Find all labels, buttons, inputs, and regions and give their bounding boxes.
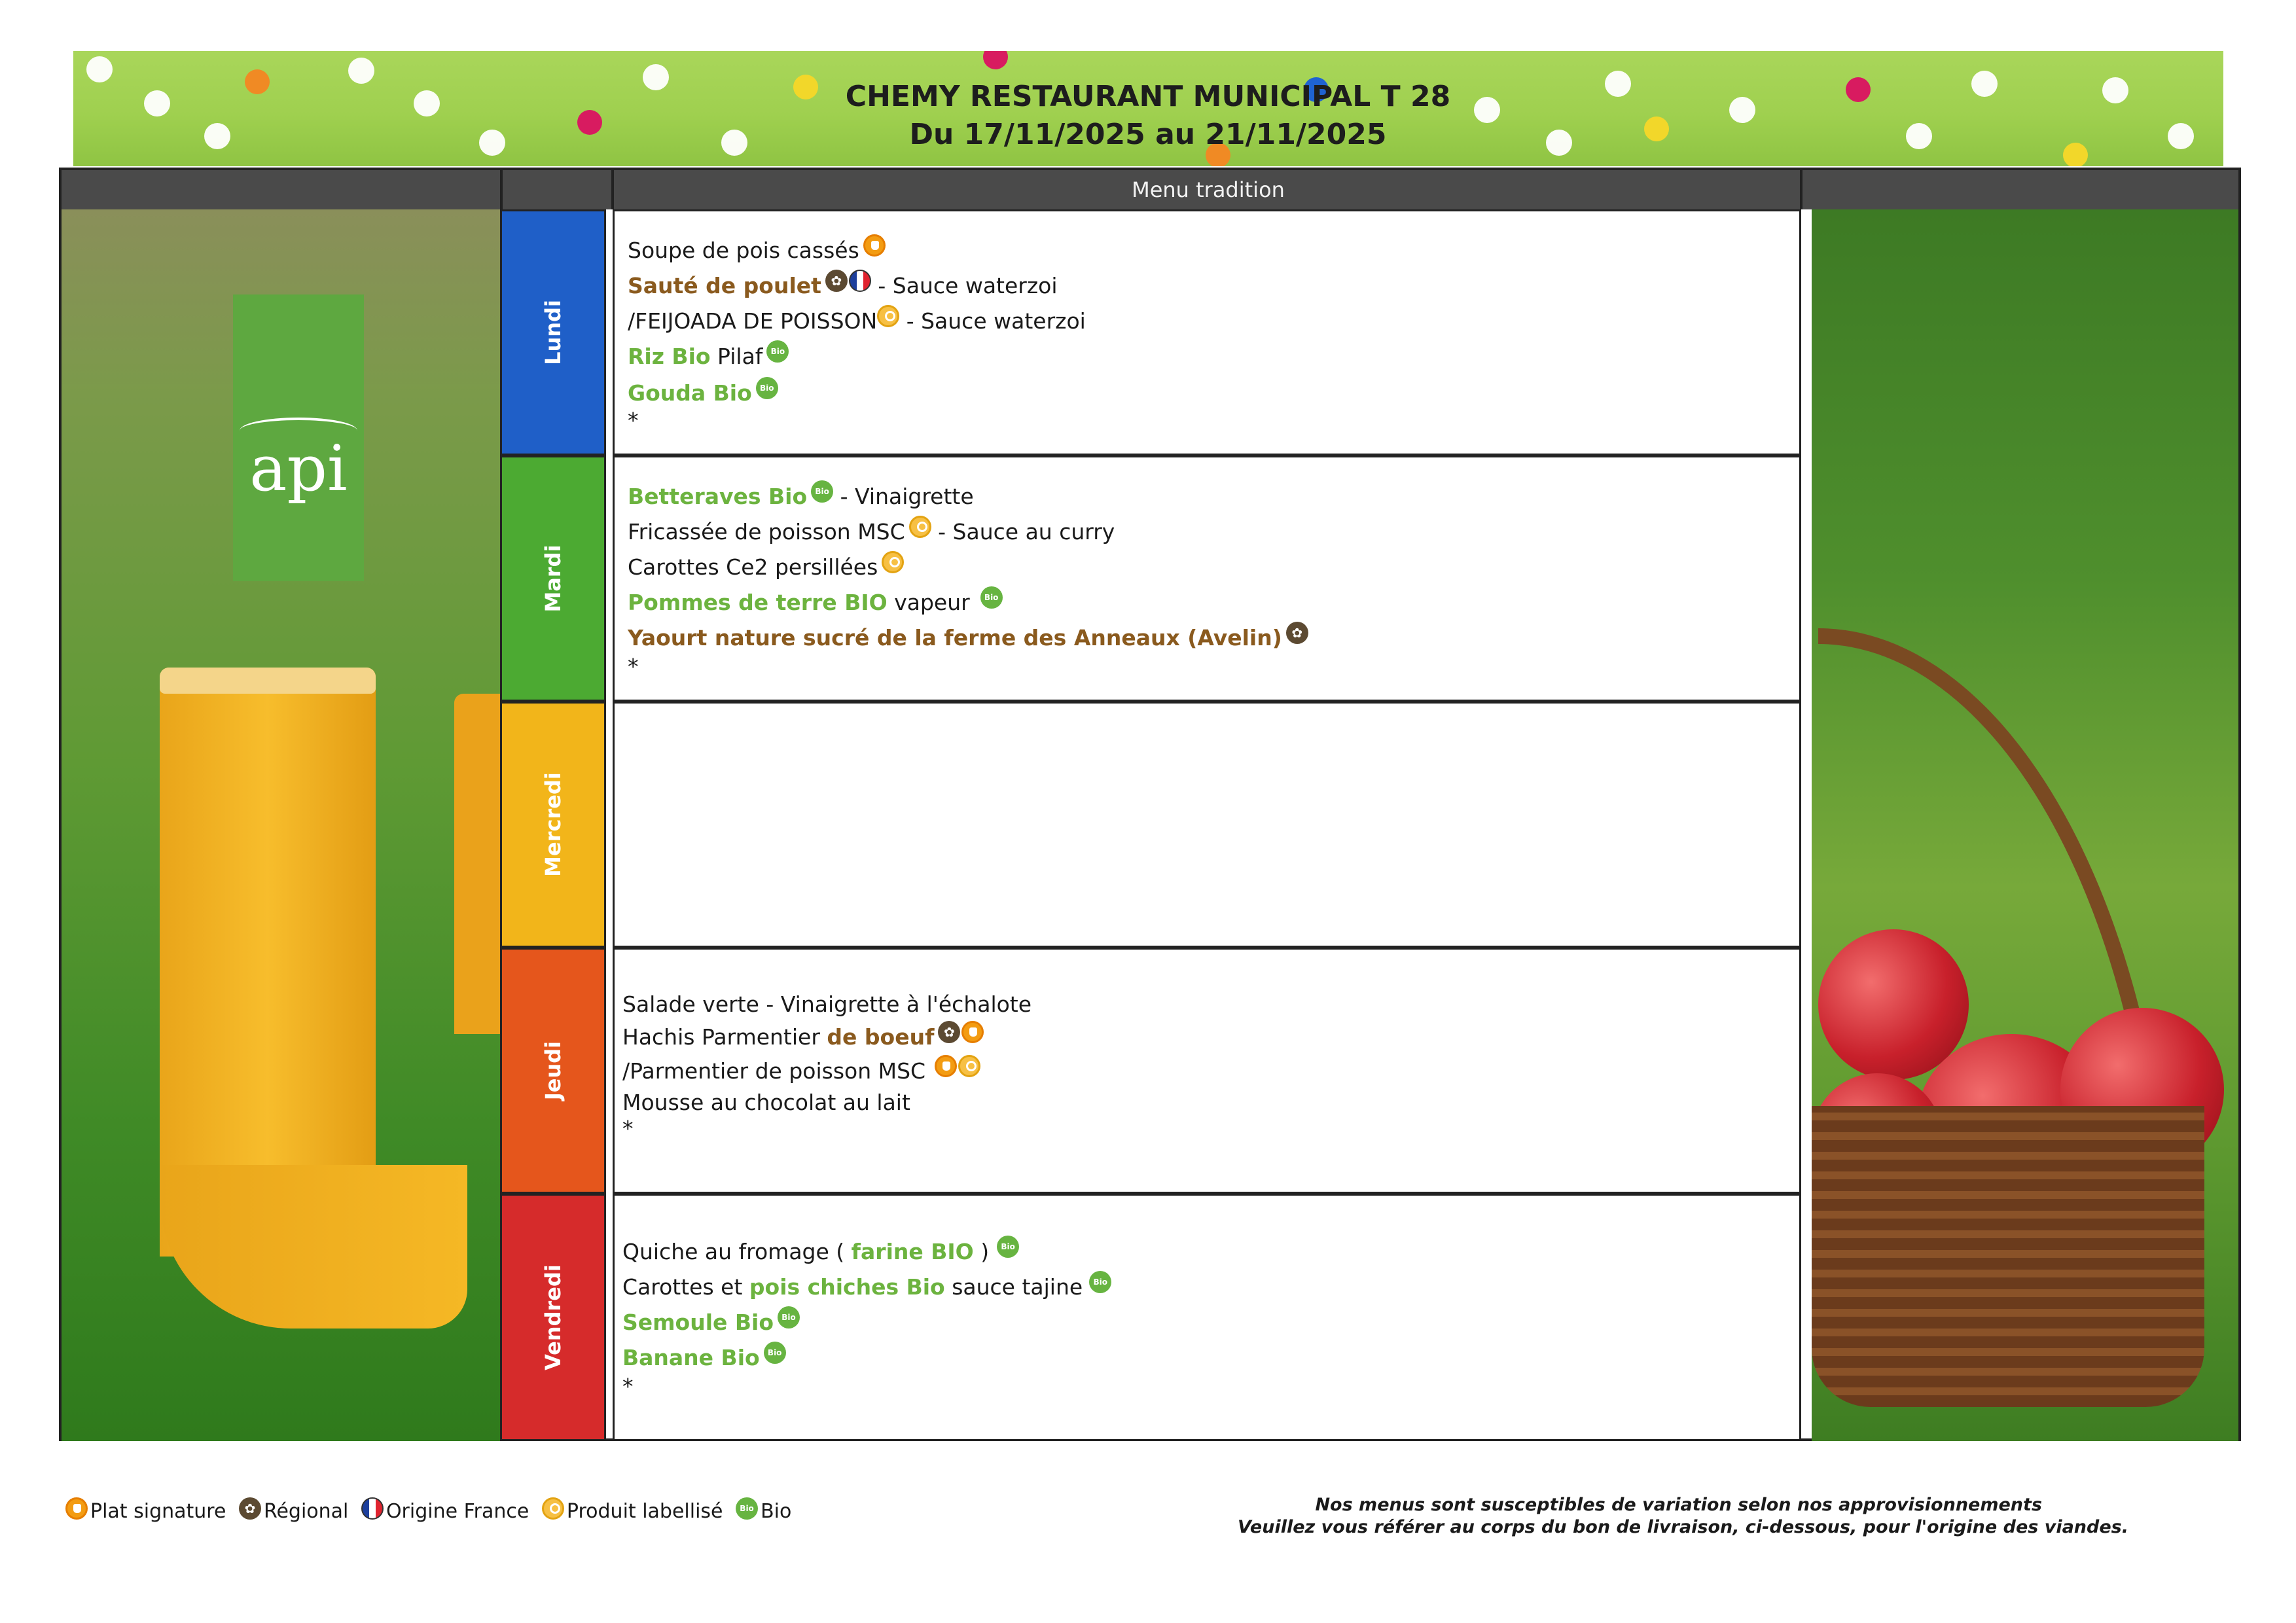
bio-icon: Bio [756, 377, 778, 399]
day-name: Mercredi [541, 772, 565, 877]
menu-item: Mousse au chocolat au lait [622, 1090, 910, 1115]
menu-item [628, 590, 1003, 615]
menu-item [622, 1058, 980, 1084]
left-photo-boots [62, 209, 500, 1441]
bio-icon: Bio [778, 1306, 800, 1329]
legend-label: Produit labellisé [566, 1500, 723, 1523]
dish-text: Soupe de pois cassés [628, 238, 859, 263]
day-label-lundi [500, 209, 606, 455]
france-flag-icon [849, 270, 871, 292]
legend-regional [239, 1500, 348, 1523]
legend-label: Plat signature [90, 1500, 226, 1523]
label-icon [882, 551, 904, 573]
header-cell-left [62, 170, 503, 209]
dish-text-bio: farine BIO [851, 1239, 974, 1264]
day-label-mardi [500, 455, 606, 702]
menu-item [622, 1274, 1111, 1300]
dish-text: Yaourt nature sucré de la ferme des Anneaux (Avelin) [628, 625, 1282, 651]
dish-sauce: - Sauce au curry [931, 519, 1115, 544]
menu-row-jeudi [613, 948, 1801, 1194]
legend-label: Régional [263, 1500, 349, 1523]
decor-dot [983, 51, 1008, 69]
dish-text: Carottes et [622, 1274, 749, 1300]
menu-row-mardi [613, 455, 1801, 702]
dish-detail: vapeur [887, 590, 970, 615]
yellow-boot [160, 668, 422, 1335]
menu-item [628, 308, 1086, 334]
dish-sauce: - Sauce waterzoi [899, 308, 1086, 334]
menu-row-lundi [613, 209, 1801, 455]
regional-icon [239, 1497, 261, 1520]
menu-item [628, 554, 904, 580]
menu-item [622, 1345, 786, 1370]
regional-icon [825, 270, 848, 292]
bio-icon: Bio [1089, 1271, 1111, 1293]
day-label-mercredi [500, 702, 606, 948]
day-name: Jeudi [541, 1041, 565, 1101]
boot-top [160, 668, 376, 694]
api-logo [233, 294, 364, 581]
dish-text: Betteraves Bio [628, 484, 808, 509]
menu-separator: * [628, 408, 639, 433]
header-cell-days [503, 170, 614, 209]
label-icon [877, 305, 899, 327]
legend-label: Bio [761, 1500, 792, 1523]
day-name: Lundi [541, 300, 565, 365]
dish-text-regional: de boeuf [827, 1024, 935, 1050]
date-range: Du 17/11/2025 au 21/11/2025 [909, 118, 1387, 151]
signature-icon [961, 1021, 984, 1043]
legend-labellise [542, 1500, 723, 1523]
dish-text: Fricassée de poisson MSC [628, 519, 905, 544]
dish-sauce: - Sauce waterzoi [870, 273, 1058, 298]
menu-item [622, 1310, 800, 1335]
dish-text: Semoule Bio [622, 1310, 774, 1335]
menu-row-vendredi [613, 1194, 1801, 1441]
regional-icon [938, 1021, 960, 1043]
legend-france [361, 1500, 529, 1523]
legend [65, 1500, 798, 1524]
second-boot [454, 694, 500, 1034]
logo-text: api [249, 432, 348, 505]
label-icon [909, 516, 931, 538]
footer-note-variation: Nos menus sont susceptibles de variation selon nos approvisionnements [1315, 1495, 2042, 1515]
dish-text: Sauté de poulet [628, 273, 821, 298]
menu-item [628, 273, 1058, 298]
menu-separator: * [628, 654, 639, 679]
header-divider [1800, 170, 1803, 209]
dish-text: /Parmentier de poisson MSC [622, 1058, 926, 1084]
decor-dot [86, 56, 113, 82]
legend-bio [736, 1500, 791, 1523]
bio-icon: Bio [764, 1342, 786, 1364]
day-label-vendredi [500, 1194, 606, 1441]
menu-item [622, 1024, 984, 1050]
day-column [500, 209, 611, 1441]
column-header-bar [62, 170, 2238, 209]
menu-item [628, 380, 778, 406]
dish-text: Pommes de terre BIO [628, 590, 888, 615]
label-icon [958, 1055, 980, 1077]
dish-text: sauce tajine [944, 1274, 1083, 1300]
signature-icon [863, 234, 886, 257]
wicker-basket [1812, 1106, 2204, 1407]
menu-separator: * [622, 1374, 634, 1399]
bio-icon: Bio [766, 340, 789, 363]
menu-rows [613, 209, 1801, 1441]
menu-item [628, 625, 1308, 651]
menu-item [622, 1239, 1019, 1264]
legend-label: Origine France [386, 1500, 529, 1523]
menu-item [628, 519, 1115, 544]
footer-note-origin: Veuillez vous référer au corps du bon de livraison, ci-dessous, pour l'origine des viandes. [1237, 1517, 2128, 1537]
legend-signature [65, 1500, 226, 1523]
dish-text: Quiche au fromage ( [622, 1239, 852, 1264]
boot-foot [160, 1165, 467, 1329]
dish-text: /FEIJOADA DE POISSON [628, 308, 878, 334]
right-photo-apple-basket [1812, 209, 2238, 1441]
label-icon [542, 1497, 564, 1520]
signature-icon [65, 1497, 88, 1520]
dish-text-bio: pois chiches Bio [749, 1274, 945, 1300]
regional-icon [1286, 622, 1308, 644]
menu-frame [59, 168, 2241, 1441]
menu-item [628, 484, 974, 509]
menu-separator: * [622, 1116, 634, 1141]
page-title: CHEMY RESTAURANT MUNICIPAL T 28 [845, 80, 1451, 113]
bio-icon: Bio [811, 480, 833, 503]
dish-text: Hachis Parmentier [622, 1024, 827, 1050]
menu-item [628, 344, 789, 369]
bio-icon: Bio [980, 586, 1003, 609]
dish-text: Gouda Bio [628, 380, 752, 406]
dish-detail: Pilaf [710, 344, 763, 369]
day-name: Mardi [541, 544, 565, 613]
dish-text: ) [973, 1239, 990, 1264]
france-flag-icon [361, 1497, 384, 1520]
menu-row-mercredi [613, 702, 1801, 948]
day-label-jeudi [500, 948, 606, 1194]
dish-text: Banane Bio [622, 1345, 760, 1370]
dish-sauce: - Vinaigrette [833, 484, 974, 509]
menu-item: Salade verte - Vinaigrette à l'échalote [622, 991, 1032, 1017]
dish-text: Riz Bio [628, 344, 711, 369]
signature-icon [935, 1055, 957, 1077]
bio-icon: Bio [997, 1236, 1019, 1258]
day-name: Vendredi [541, 1264, 565, 1370]
menu-item [628, 238, 886, 263]
dish-text: Carottes Ce2 persillées [628, 554, 878, 580]
column-header-menu-tradition: Menu tradition [1132, 177, 1285, 202]
bio-icon: Bio [736, 1497, 758, 1520]
